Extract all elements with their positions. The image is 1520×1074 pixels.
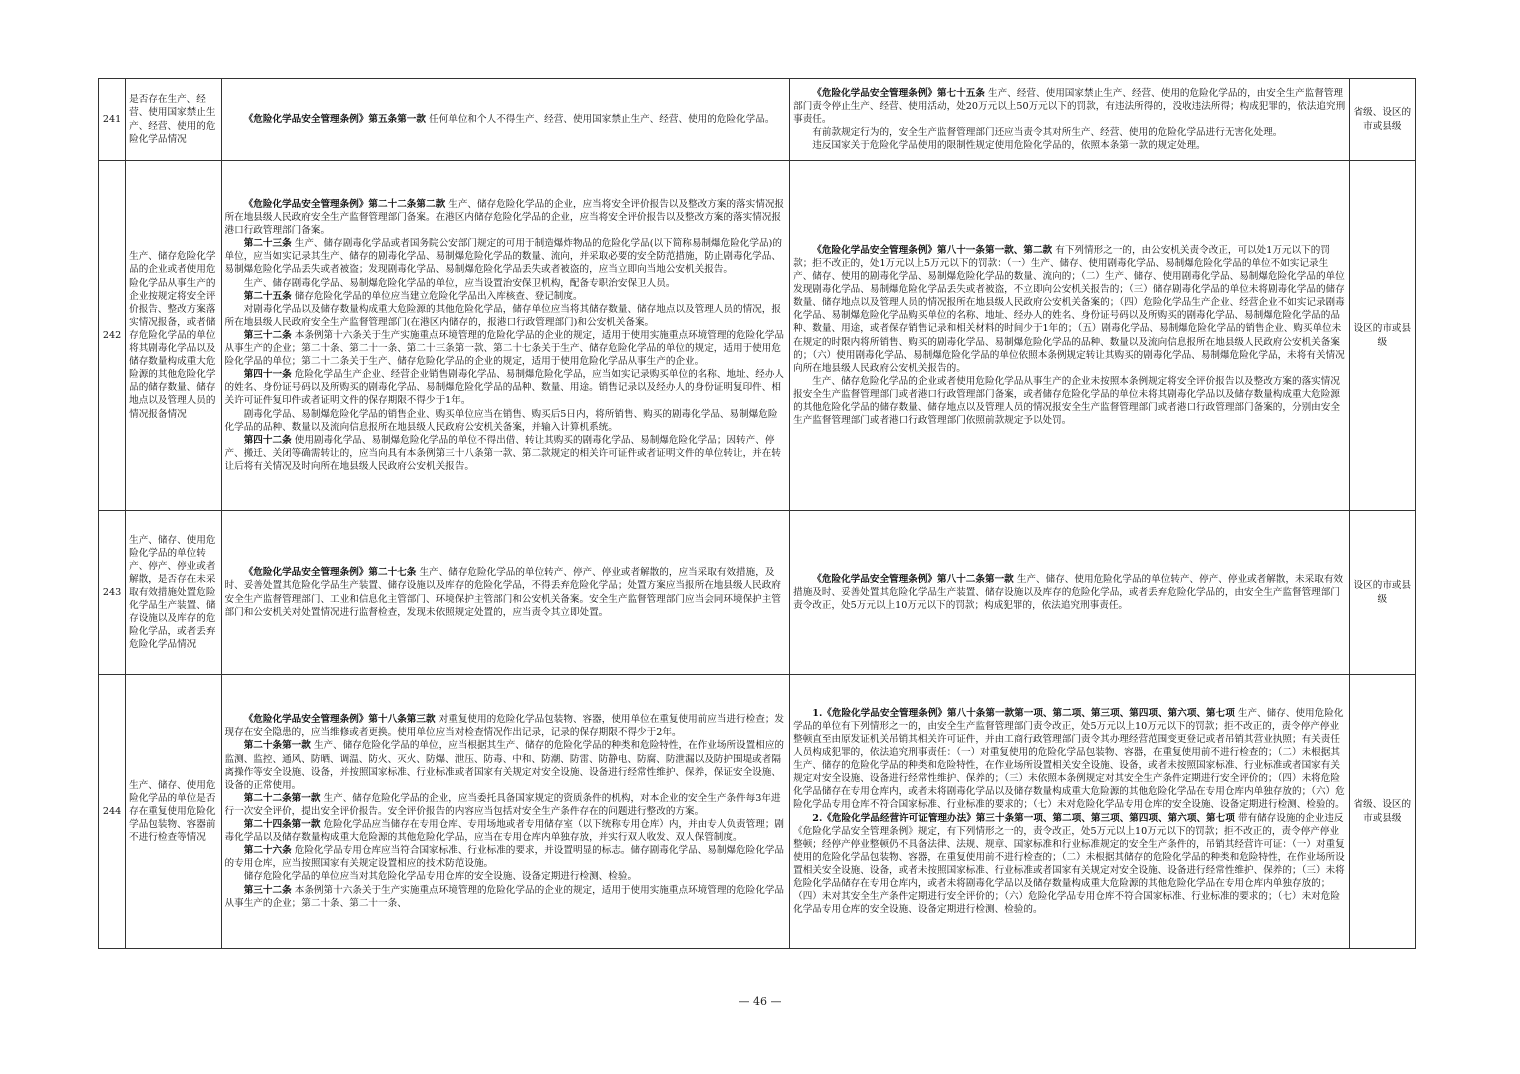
article-text: 对重复使用的危险化学品包装物、容器，使用单位在重复使用前应当进行检查；发现存在安全隐患的，应当维修或者更换。使用单位应当对检查情况作出记录，记录的保存期限不得少于2年。 [224,714,785,739]
inspection-item: 生产、储存、使用危险化学品的单位转产、停产、停业或者解散，是否存在未采取有效措施处置危险化学品生产装置、储存设施以及库存的危险化学品，或者丢弃危险化学品情况 [126,511,221,675]
paragraph [225,566,787,618]
article-reference: 《危险化学品安全管理条例》第七十五条 [812,87,985,99]
legal-basis [221,511,790,675]
paragraph [225,277,787,290]
paragraph [225,408,787,434]
paragraph [225,434,787,473]
article-text: 带有储存设施的企业违反《危险化学品安全管理条例》规定，有下列情形之一的，责令改正，处5万元以上10万元以下的罚款；拒不改正的，责令停产停业整顿；经停产停业整顿仍不具备法律、法规、规章、国家标准和行业标准规定的安全生产条件的，吊销其经营许可证：（一）对重复使用的危险化学品包装物、容器，在重复使用前不进行检查的；（二）未根据其储存的危险化学品的种类和危险特性，在作业场所设置相关安全设施、设备，或者未按照国家标准、行业标准或者国家有关规定对安全设施、设备进行经常性维护、保养的；（三）未将危险化学品储存在专用仓库内，或者未将剧毒化学品以及储存数量构成重大危险源的其他危险化学品在专用仓库内单独存放的；（四）未对其安全生产条件定期进行安全评价的；（六）危险化学品专用仓库不符合国家标准、行业标准的要求的；（七）未对危险化学品专用仓库的安全设施、设备定期进行检测、检验的。 [793,812,1345,916]
table-row [99,79,1416,161]
article-text: 储存危险化学品的单位应当建立危险化学品出入库核查、登记制度。 [294,290,583,302]
article-text: 生产、储存危险化学品的单位转产、停产、停业或者解散的，应当采取有效措施，及时、妥善处置其危险化学品生产装置、储存设施以及库存的危险化学品，不得丢弃危险化学品；处置方案应当报所在地县级人民政府安全生产监督管理部门、工业和信息化主管部门、环境保护主管部门和公安机关备案。安全生产监督管理部门应当会同环境保护主管部门和公安机关对处置情况进行监督检查，发现未依照规定处置的，应当责令其立即处置。 [224,567,781,618]
article-reference: 第二十四条第一款 [243,819,321,831]
enforcement-level: 设区的市或县级 [1349,161,1415,511]
article-reference: 第二十三条 [243,238,292,250]
article-text: 生产、经营、使用国家禁止生产、经营、使用的危险化学品的，由安全生产监督管理部门责令停止生产、经营、使用活动，处20万元以上50万元以下的罚款，有违法所得的，没收违法所得；构成犯罪的，依法追究刑事责任。 [793,87,1346,125]
paragraph [225,329,787,368]
article-text: 生产、储存剧毒化学品或者国务院公安部门规定的可用于制造爆炸物品的危险化学品(以下简称易制爆危险化学品)的单位，应当如实记录其生产、储存的剧毒化学品、易制爆危险化学品的数量、流向，并采取必要的安全防范措施，防止剧毒化学品、易制爆危险化学品丢失或者被盗；发现剧毒化学品、易制爆危险化学品丢失或者被盗的，应当立即向当地公安机关报告。 [224,238,782,276]
article-text: 危险化学品应当储存在专用仓库、专用场地或者专用储存室（以下统称专用仓库）内，并由专人负责管理；剧毒化学品以及储存数量构成重大危险源的其他危险化学品，应当在专用仓库内单独存放，并实行双人收发、双人保管制度。 [224,819,785,844]
legal-basis [221,161,790,511]
article-text: 危险化学品生产企业、经营企业销售剧毒化学品、易制爆危险化学品，应当如实记录购买单位的名称、地址、经办人的姓名、身份证号码以及所购买的剧毒化学品、易制爆危险化学品的品种、数量、用途。销售记录以及经办人的身份证明复印件、相关许可证件复印件或者证明文件的保存期限不得少于1年。 [224,369,785,407]
article-text: 生产、储存危险化学品的企业或者使用危险化学品从事生产的企业未按照本条例规定将安全评价报告以及整改方案的落实情况报安全生产监督管理部门或者港口行政管理部门备案，或者储存危险化学品的单位未将其剧毒化学品以及储存数量构成重大危险源的其他危险化学品的储存数量、储存地点以及管理人员的情况报安全生产监督管理部门或者港口行政管理部门备案的，分别由安全生产监督管理部门或者港口行政管理部门依照前款规定予以处罚。 [793,375,1340,427]
article-reference: 《危险化学品安全管理条例》第八十二条第一款 [812,573,1014,585]
article-text: 生产、储存、使用危险化学品的单位有下列情形之一的，由安全生产监督管理部门责令改正，处5万元以上10万元以下的罚款；拒不改正的，责令停产停业整顿直至由原发证机关吊销其相关许可证件，并由工商行政管理部门责令其办理经营范围变更登记或者吊销其营业执照；有关责任人员构成犯罪的，依法追究刑事责任：（一）对重复使用的危险化学品包装物、容器，在重复使用前不进行检查的；（二）未根据其生产、储存的危险化学品的种类和危险特性，在作业场所设置相关安全设施、设备，或者未按照国家标准、行业标准或者国家有关规定对安全设施、设备进行经常性维护、保养的；（三）未依照本条例规定对其安全生产条件定期进行安全评价的；（四）未将危险化学品储存在专用仓库内，或者未将剧毒化学品以及储存数量构成重大危险源的其他危险化学品在专用仓库内单独存放的；（六）危险化学品专用仓库不符合国家标准、行业标准的要求的；（七）未对危险化学品专用仓库的安全设施、设备定期进行检测、检验的。 [793,707,1345,811]
paragraph [225,792,787,818]
paragraph [793,707,1346,812]
article-text: 违反国家关于危险化学品使用的限制性规定使用危险化学品的，依照本条第一款的规定处理。 [812,140,1206,152]
penalty-basis [790,675,1350,949]
article-text: 剧毒化学品、易制爆危险化学品的销售企业、购买单位应当在销售、购买后5日内，将所销售、购买的剧毒化学品、易制爆危险化学品的品种、数量以及流向信息报所在地县级人民政府公安机关备案，并输入计算机系统。 [224,408,778,433]
paragraph [793,573,1346,612]
article-text: 对剧毒化学品以及储存数量构成重大危险源的其他危险化学品，储存单位应当将其储存数量、储存地点以及管理人员的情况，报所在地县级人民政府安全生产监督管理部门(在港区内储存的，报港口行政管理部门)和公安机关备案。 [224,303,781,328]
article-reference: 第四十二条 [243,434,292,446]
article-reference: 第二十二条第一款 [243,792,321,804]
article-text: 危险化学品专用仓库应当符合国家标准、行业标准的要求，并设置明显的标志。储存剧毒化学品、易制爆危险化学品的专用仓库，应当按照国家有关规定设置相应的技术防范设施。 [224,845,785,870]
row-number: 243 [99,511,126,675]
article-reference: 第三十二条 [243,884,292,896]
paragraph [225,303,787,329]
penalty-basis [790,161,1350,511]
enforcement-level: 省级、设区的市或县级 [1349,79,1415,161]
paragraph [793,126,1346,139]
paragraph [793,375,1346,427]
article-reference: 《危险化学品安全管理条例》第五条第一款 [243,113,426,125]
article-text: 生产、储存剧毒化学品、易制爆危险化学品的单位，应当设置治安保卫机构，配备专职治安保卫人员。 [243,277,676,289]
paragraph [793,139,1346,152]
article-text: 生产、储存危险化学品的单位，应当根据其生产、储存的危险化学品的种类和危险特性，在作业场所设置相应的监测、监控、通风、防晒、调温、防火、灭火、防爆、泄压、防毒、中和、防潮、防雷、防静电、防腐、防泄漏以及防护围堤或者隔离操作等安全设施、设备，并按照国家标准、行业标准或者国家有关规定对安全设施、设备进行经常性维护、保养，保证安全设施、设备的正常使用。 [224,740,785,791]
row-number: 241 [99,79,126,161]
paragraph [225,884,787,910]
enforcement-level: 设区的市或县级 [1349,511,1415,675]
paragraph [793,87,1346,126]
page-number: — 46 — [738,995,782,1008]
table-row [99,511,1416,675]
paragraph [225,870,787,883]
inspection-item: 生产、储存、使用危险化学品的单位是否存在重复使用危险化学品包装物、容器前不进行检查等情况 [126,675,221,949]
legal-basis [221,79,790,161]
article-text: 本条例第十六条关于生产实施重点环境管理的危险化学品的企业的规定，适用于使用实施重点环境管理的危险化学品从事生产的企业；第二十条、第二十一条、第二十三条第一款、第二十七条关于生产、储存危险化学品的单位的规定，适用于使用危险化学品的单位；第二十二条关于生产、储存危险化学品的企业的规定，适用于使用危险化学品从事生产的企业。 [224,329,785,368]
article-reference: 1.《危险化学品安全管理条例》第八十条第一款第一项、第二项、第三项、第四项、第六项、第七项 [812,707,1235,719]
article-reference: 第二十五条 [243,290,292,302]
legal-basis [221,675,790,949]
table-row [99,161,1416,511]
article-text: 有前款规定行为的，安全生产监督管理部门还应当责令其对所生产、经营、使用的危险化学品进行无害化处理。 [812,127,1283,139]
paragraph [225,844,787,870]
article-text: 本条例第十六条关于生产实施重点环境管理的危险化学品的企业的规定，适用于使用实施重点环境管理的危险化学品从事生产的企业；第二十条、第二十一条、 [224,884,785,909]
article-text: 任何单位和个人不得生产、经营、使用国家禁止生产、经营、使用的危险化学品。 [429,113,775,125]
article-reference: 第二十六条 [243,845,292,857]
penalty-basis [790,79,1350,161]
row-number: 244 [99,675,126,949]
paragraph [225,113,787,126]
table-row [99,675,1416,949]
article-text: 生产、储存危险化学品的企业，应当将安全评价报告以及整改方案的落实情况报所在地县级人民政府安全生产监督管理部门备案。在港区内储存危险化学品的企业，应当将安全评价报告以及整改方案的落实情况报港口行政管理部门备案。 [224,199,785,237]
article-reference: 《危险化学品安全管理条例》第十八条第三款 [243,714,436,726]
table-body [99,79,1416,949]
article-text: 有下列情形之一的，由公安机关责令改正，可以处1万元以下的罚款；拒不改正的，处1万元以上5万元以下的罚款：（一）生产、储存、使用剧毒化学品、易制爆危险化学品的单位不如实记录生产、储存、使用的剧毒化学品、易制爆危险化学品的数量、流向的；（二）生产、储存、使用剧毒化学品、易制爆危险化学品的单位发现剧毒化学品、易制爆危险化学品丢失或者被盗，不立即向公安机关报告的；（三）储存剧毒化学品的单位未将剧毒化学品的储存数量、储存地点以及管理人员的情况报所在地县级人民政府公安机关备案的；（四）危险化学品生产企业、经营企业不如实记录剧毒化学品、易制爆危险化学品购买单位的名称、地址、经办人的姓名、身份证号码以及所购买的剧毒化学品、易制爆危险化学品的品种、数量、用途，或者保存销售记录和相关材料的时间少于1年的；（五）剧毒化学品、易制爆危险化学品的销售企业、购买单位未在规定的时限内将所销售、购买的剧毒化学品、易制爆危险化学品的品种、数量以及流向信息报所在地县级人民政府公安机关备案的；（六）使用剧毒化学品、易制爆危险化学品的单位依照本条例规定转让其购买的剧毒化学品、易制爆危险化学品，未将有关情况向所在地县级人民政府公安机关报告的。 [793,244,1345,374]
paragraph [225,739,787,791]
paragraph [225,818,787,844]
article-text: 储存危险化学品的单位应当对其危险化学品专用仓库的安全设施、设备定期进行检测、检验。 [243,871,638,883]
paragraph [793,812,1346,917]
penalty-basis [790,511,1350,675]
paragraph [225,290,787,303]
article-text: 生产、储存危险化学品的企业，应当委托具备国家规定的资质条件的机构，对本企业的安全生产条件每3年进行一次安全评价，提出安全评价报告。安全评价报告的内容应当包括对安全生产条件存在的问题进行整改的方案。 [224,792,781,817]
article-reference: 《危险化学品安全管理条例》第二十七条 [243,567,417,579]
paragraph [225,237,787,276]
row-number: 242 [99,161,126,511]
inspection-item: 是否存在生产、经营、使用国家禁止生产、经营、使用的危险化学品情况 [126,79,221,161]
paragraph [225,198,787,237]
paragraph [225,368,787,407]
article-reference: 第二十条第一款 [243,740,311,752]
paragraph [225,713,787,739]
article-text: 使用剧毒化学品、易制爆危险化学品的单位不得出借、转让其购买的剧毒化学品、易制爆危险化学品；因转产、停产、搬迁、关闭等确需转让的，应当向具有本条例第三十八条第一款、第二款规定的相关许可证件或者证明文件的单位转让，并在转让后将有关情况及时向所在地县级人民政府公安机关报告。 [224,434,781,472]
paragraph [793,244,1346,375]
article-reference: 2.《危险化学品经营许可证管理办法》第三十条第一项、第二项、第三项、第四项、第六项、第七项 [812,812,1235,824]
article-reference: 《危险化学品安全管理条例》第二十二条第二款 [243,199,446,211]
inspection-item: 生产、储存危险化学品的企业或者使用危险化学品从事生产的企业按规定将安全评价报告、整改方案落实情况报备，或者储存危险化学品的单位将其剧毒化学品以及储存数量构成重大危险源的其他危险化学品的储存数量、储存地点以及管理人员的情况报备情况 [126,161,221,511]
enforcement-level: 省级、设区的市或县级 [1349,675,1415,949]
article-text: 生产、储存、使用危险化学品的单位转产、停产、停业或者解散，未采取有效措施及时、妥善处置其危险化学品生产装置、储存设施以及库存的危险化学品，或者丢弃危险化学品的，由安全生产监督管理部门责令改正，处5万元以上10万元以下的罚款；构成犯罪的，依法追究刑事责任。 [793,573,1344,612]
article-reference: 第四十一条 [243,369,292,381]
inspection-table [98,78,1416,949]
article-reference: 《危险化学品安全管理条例》第八十一条第一款、第二款 [812,244,1053,256]
article-reference: 第三十二条 [243,329,292,341]
